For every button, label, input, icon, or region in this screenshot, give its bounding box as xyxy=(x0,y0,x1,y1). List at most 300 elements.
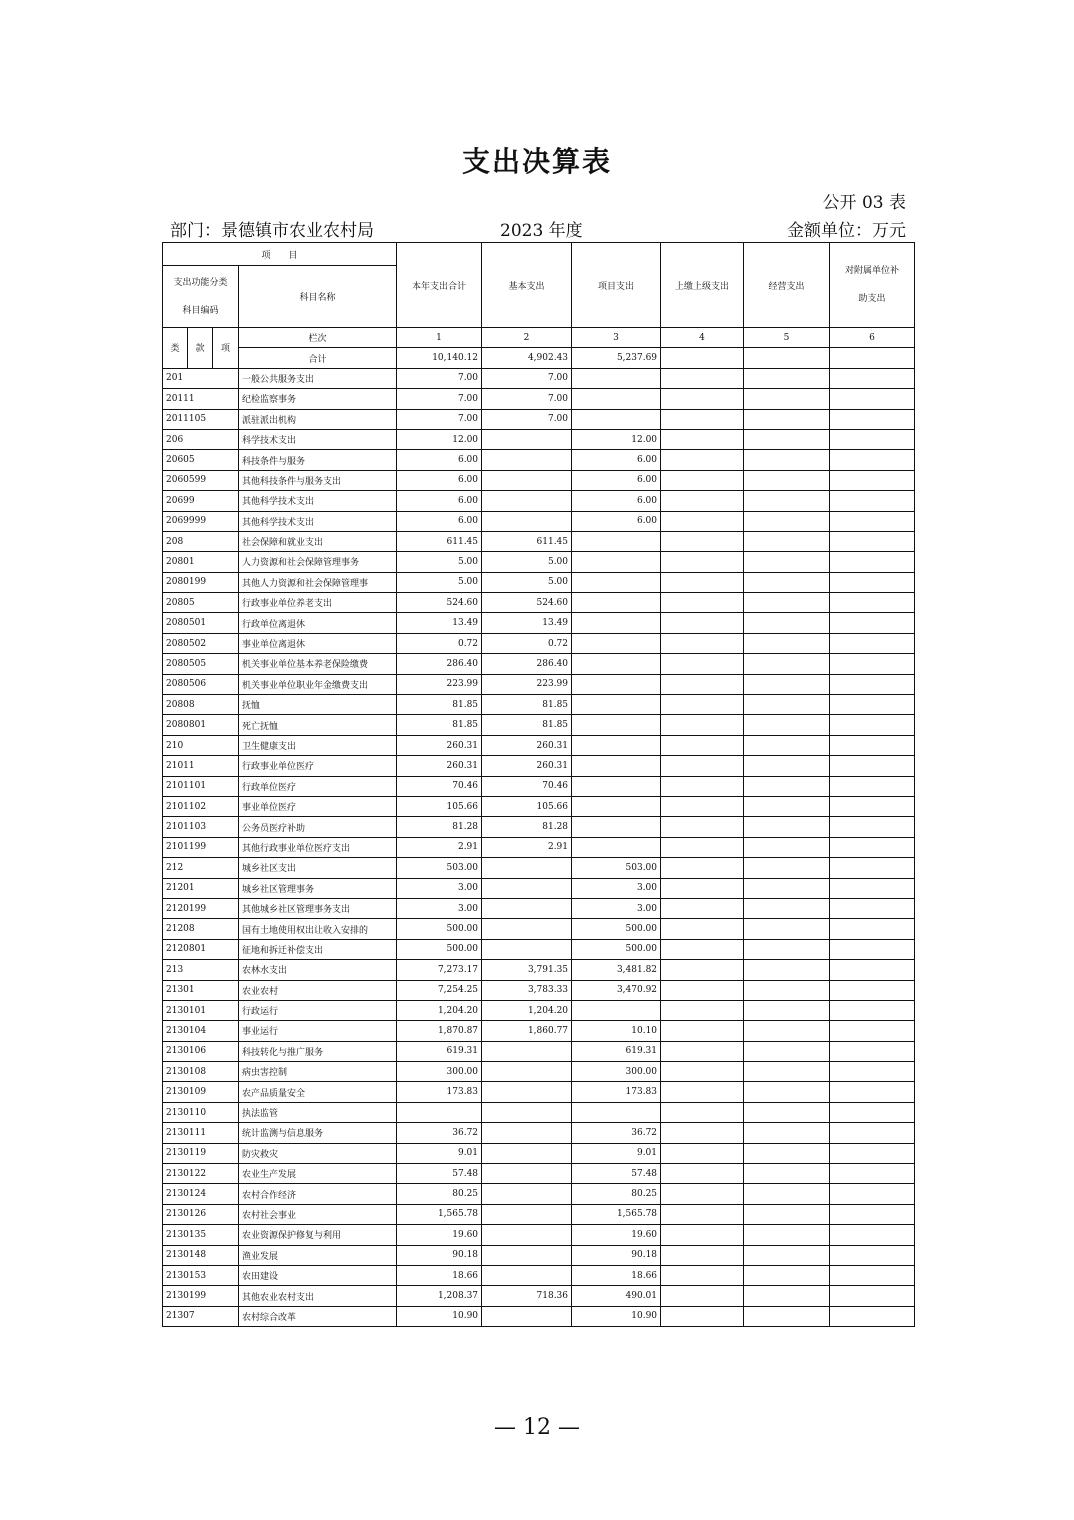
header-lanci: 栏次 xyxy=(239,328,397,348)
table-row xyxy=(163,429,915,449)
row-col5 xyxy=(744,1143,830,1163)
row-total: 81.85 xyxy=(397,695,482,715)
row-col5 xyxy=(744,674,830,694)
table-row xyxy=(163,898,915,918)
row-col6 xyxy=(830,552,915,572)
row-project: 173.83 xyxy=(572,1082,661,1102)
row-basic: 2.91 xyxy=(482,837,572,857)
row-col5 xyxy=(744,552,830,572)
row-code: 2101101 xyxy=(163,776,239,796)
row-total: 1,204.20 xyxy=(397,1000,482,1020)
table-row xyxy=(163,1286,915,1306)
row-basic xyxy=(482,491,572,511)
row-code: 2080199 xyxy=(163,572,239,592)
header-col3: 项目支出 xyxy=(572,243,661,328)
row-name: 人力资源和社会保障管理事务 xyxy=(239,552,397,572)
row-project: 619.31 xyxy=(572,1041,661,1061)
row-project xyxy=(572,389,661,409)
row-total: 57.48 xyxy=(397,1164,482,1184)
row-name: 执法监管 xyxy=(239,1102,397,1122)
row-basic xyxy=(482,511,572,531)
row-name: 其他科技条件与服务支出 xyxy=(239,470,397,490)
row-col5 xyxy=(744,1286,830,1306)
row-col5 xyxy=(744,1164,830,1184)
department-label: 部门：景德镇市农业农村局 xyxy=(170,221,374,241)
row-col6 xyxy=(830,776,915,796)
currency-unit-label: 金额单位：万元 xyxy=(787,221,906,241)
fiscal-year-label: 2023 年度 xyxy=(500,221,583,241)
row-code: 2130153 xyxy=(163,1265,239,1285)
row-total: 81.28 xyxy=(397,817,482,837)
row-basic xyxy=(482,919,572,939)
row-col6 xyxy=(830,368,915,388)
row-col4 xyxy=(661,756,744,776)
row-col5 xyxy=(744,1184,830,1204)
row-code: 20808 xyxy=(163,695,239,715)
row-col5 xyxy=(744,1245,830,1265)
row-project xyxy=(572,796,661,816)
row-project xyxy=(572,531,661,551)
row-col4 xyxy=(661,613,744,633)
row-code: 21201 xyxy=(163,878,239,898)
row-col5 xyxy=(744,470,830,490)
row-col6 xyxy=(830,960,915,980)
row-basic xyxy=(482,1184,572,1204)
table-row xyxy=(163,1102,915,1122)
row-col6 xyxy=(830,1021,915,1041)
table-row xyxy=(163,878,915,898)
row-col6 xyxy=(830,878,915,898)
row-col4 xyxy=(661,511,744,531)
row-project: 19.60 xyxy=(572,1225,661,1245)
row-basic xyxy=(482,1041,572,1061)
row-col4 xyxy=(661,919,744,939)
row-total: 3.00 xyxy=(397,878,482,898)
table-row xyxy=(163,389,915,409)
row-basic: 611.45 xyxy=(482,531,572,551)
row-code: 20805 xyxy=(163,593,239,613)
row-col6 xyxy=(830,429,915,449)
row-total: 7.00 xyxy=(397,368,482,388)
row-col4 xyxy=(661,470,744,490)
row-code: 2130135 xyxy=(163,1225,239,1245)
row-project xyxy=(572,735,661,755)
row-col5 xyxy=(744,756,830,776)
row-total: 10.90 xyxy=(397,1306,482,1326)
row-total: 286.40 xyxy=(397,654,482,674)
row-basic xyxy=(482,1245,572,1265)
row-basic xyxy=(482,470,572,490)
row-total: 500.00 xyxy=(397,939,482,959)
row-name: 社会保障和就业支出 xyxy=(239,531,397,551)
row-name: 病虫害控制 xyxy=(239,1062,397,1082)
row-basic: 70.46 xyxy=(482,776,572,796)
row-col6 xyxy=(830,470,915,490)
row-code: 201 xyxy=(163,368,239,388)
row-total: 5.00 xyxy=(397,572,482,592)
row-project: 6.00 xyxy=(572,450,661,470)
row-col4 xyxy=(661,409,744,429)
row-name: 农田建设 xyxy=(239,1265,397,1285)
row-total: 6.00 xyxy=(397,491,482,511)
row-code: 2080505 xyxy=(163,654,239,674)
row-code: 2060599 xyxy=(163,470,239,490)
row-code: 20111 xyxy=(163,389,239,409)
total-row xyxy=(163,348,915,368)
row-col6 xyxy=(830,1143,915,1163)
table-row xyxy=(163,1082,915,1102)
row-basic xyxy=(482,1102,572,1122)
row-col6 xyxy=(830,389,915,409)
row-total: 6.00 xyxy=(397,450,482,470)
row-col6 xyxy=(830,633,915,653)
row-name: 渔业发展 xyxy=(239,1245,397,1265)
table-row xyxy=(163,613,915,633)
row-name: 统计监测与信息服务 xyxy=(239,1123,397,1143)
row-name: 城乡社区支出 xyxy=(239,858,397,878)
row-code: 2130119 xyxy=(163,1143,239,1163)
row-col5 xyxy=(744,491,830,511)
row-basic: 13.49 xyxy=(482,613,572,633)
row-col5 xyxy=(744,572,830,592)
row-col4 xyxy=(661,1041,744,1061)
row-col4 xyxy=(661,960,744,980)
row-col4 xyxy=(661,796,744,816)
row-col6 xyxy=(830,450,915,470)
row-total: 500.00 xyxy=(397,919,482,939)
lanci-5: 5 xyxy=(744,328,830,348)
row-col4 xyxy=(661,531,744,551)
row-col6 xyxy=(830,796,915,816)
row-col6 xyxy=(830,1123,915,1143)
row-name: 国有土地使用权出让收入安排的 xyxy=(239,919,397,939)
row-code: 21208 xyxy=(163,919,239,939)
row-total: 13.49 xyxy=(397,613,482,633)
row-col4 xyxy=(661,429,744,449)
header-col5: 经营支出 xyxy=(744,243,830,328)
row-name: 农产品质量安全 xyxy=(239,1082,397,1102)
row-project xyxy=(572,613,661,633)
row-total: 1,565.78 xyxy=(397,1204,482,1224)
table-row xyxy=(163,674,915,694)
row-basic xyxy=(482,1204,572,1224)
row-col6 xyxy=(830,980,915,1000)
table-row xyxy=(163,796,915,816)
row-code: 2130124 xyxy=(163,1184,239,1204)
row-project: 57.48 xyxy=(572,1164,661,1184)
row-code: 20699 xyxy=(163,491,239,511)
row-basic: 81.85 xyxy=(482,715,572,735)
total-col3: 5,237.69 xyxy=(572,348,661,368)
header-xiang: 项 xyxy=(213,328,239,369)
table-row xyxy=(163,572,915,592)
table-row xyxy=(163,633,915,653)
row-col4 xyxy=(661,1286,744,1306)
row-col6 xyxy=(830,1082,915,1102)
row-project xyxy=(572,1102,661,1122)
table-row xyxy=(163,593,915,613)
table-row xyxy=(163,980,915,1000)
row-col4 xyxy=(661,858,744,878)
table-row xyxy=(163,491,915,511)
row-project xyxy=(572,593,661,613)
row-col5 xyxy=(744,531,830,551)
row-name: 一般公共服务支出 xyxy=(239,368,397,388)
row-code: 2130111 xyxy=(163,1123,239,1143)
row-col4 xyxy=(661,552,744,572)
row-code: 2130126 xyxy=(163,1204,239,1224)
row-col6 xyxy=(830,1286,915,1306)
row-basic xyxy=(482,939,572,959)
row-code: 2130108 xyxy=(163,1062,239,1082)
row-col5 xyxy=(744,939,830,959)
row-col6 xyxy=(830,613,915,633)
row-code: 2130110 xyxy=(163,1102,239,1122)
row-col6 xyxy=(830,939,915,959)
row-project: 500.00 xyxy=(572,939,661,959)
row-project: 80.25 xyxy=(572,1184,661,1204)
row-project: 6.00 xyxy=(572,511,661,531)
total-label: 合计 xyxy=(239,348,397,368)
row-total: 9.01 xyxy=(397,1143,482,1163)
row-total: 80.25 xyxy=(397,1184,482,1204)
row-total: 260.31 xyxy=(397,756,482,776)
row-code: 210 xyxy=(163,735,239,755)
row-name: 农村综合改革 xyxy=(239,1306,397,1326)
row-name: 城乡社区管理事务 xyxy=(239,878,397,898)
lanci-3: 3 xyxy=(572,328,661,348)
header-lei: 类 xyxy=(163,328,188,369)
row-col4 xyxy=(661,633,744,653)
row-col4 xyxy=(661,1062,744,1082)
row-col6 xyxy=(830,1000,915,1020)
header-col1: 本年支出合计 xyxy=(397,243,482,328)
total-col2: 4,902.43 xyxy=(482,348,572,368)
row-col4 xyxy=(661,898,744,918)
header-category-code-line2: 科目编码 xyxy=(182,305,219,316)
row-name: 行政单位离退休 xyxy=(239,613,397,633)
row-project: 490.01 xyxy=(572,1286,661,1306)
row-total: 7,273.17 xyxy=(397,960,482,980)
row-project: 300.00 xyxy=(572,1062,661,1082)
row-col4 xyxy=(661,980,744,1000)
row-basic: 0.72 xyxy=(482,633,572,653)
expenditure-table xyxy=(162,242,915,1327)
row-col6 xyxy=(830,1164,915,1184)
row-col6 xyxy=(830,1225,915,1245)
row-col5 xyxy=(744,1204,830,1224)
row-total: 19.60 xyxy=(397,1225,482,1245)
row-basic xyxy=(482,1164,572,1184)
row-col4 xyxy=(661,1306,744,1326)
row-code: 2120801 xyxy=(163,939,239,959)
header-col6 xyxy=(830,243,915,328)
row-col4 xyxy=(661,1265,744,1285)
row-code: 2080506 xyxy=(163,674,239,694)
row-col5 xyxy=(744,980,830,1000)
row-col4 xyxy=(661,654,744,674)
header-category-code xyxy=(163,266,239,328)
row-code: 2101199 xyxy=(163,837,239,857)
row-basic xyxy=(482,898,572,918)
row-code: 20605 xyxy=(163,450,239,470)
row-project xyxy=(572,756,661,776)
row-basic: 7.00 xyxy=(482,368,572,388)
row-basic: 81.85 xyxy=(482,695,572,715)
row-name: 其他行政事业单位医疗支出 xyxy=(239,837,397,857)
row-col5 xyxy=(744,593,830,613)
row-project: 10.90 xyxy=(572,1306,661,1326)
table-row xyxy=(163,776,915,796)
row-col5 xyxy=(744,429,830,449)
row-col5 xyxy=(744,695,830,715)
row-basic: 223.99 xyxy=(482,674,572,694)
row-name: 农村社会事业 xyxy=(239,1204,397,1224)
table-row xyxy=(163,695,915,715)
row-col4 xyxy=(661,776,744,796)
row-col6 xyxy=(830,1062,915,1082)
row-total: 611.45 xyxy=(397,531,482,551)
row-name: 派驻派出机构 xyxy=(239,409,397,429)
row-col4 xyxy=(661,1123,744,1143)
row-basic: 3,791.35 xyxy=(482,960,572,980)
table-row xyxy=(163,1143,915,1163)
row-col6 xyxy=(830,858,915,878)
row-code: 206 xyxy=(163,429,239,449)
document-meta xyxy=(170,216,906,240)
row-code: 20801 xyxy=(163,552,239,572)
row-project: 3,470.92 xyxy=(572,980,661,1000)
row-col5 xyxy=(744,1102,830,1122)
table-row xyxy=(163,1265,915,1285)
row-col4 xyxy=(661,1184,744,1204)
row-total: 5.00 xyxy=(397,552,482,572)
row-code: 2069999 xyxy=(163,511,239,531)
row-name: 事业单位医疗 xyxy=(239,796,397,816)
row-col6 xyxy=(830,511,915,531)
row-col4 xyxy=(661,389,744,409)
row-col4 xyxy=(661,939,744,959)
table-row xyxy=(163,470,915,490)
row-total: 12.00 xyxy=(397,429,482,449)
row-project: 3.00 xyxy=(572,878,661,898)
row-col5 xyxy=(744,1021,830,1041)
row-col5 xyxy=(744,960,830,980)
row-name: 科技转化与推广服务 xyxy=(239,1041,397,1061)
total-col4 xyxy=(661,348,744,368)
table-row xyxy=(163,1204,915,1224)
row-project xyxy=(572,776,661,796)
row-total: 70.46 xyxy=(397,776,482,796)
row-code: 2130104 xyxy=(163,1021,239,1041)
row-project xyxy=(572,633,661,653)
row-basic: 7.00 xyxy=(482,409,572,429)
row-col6 xyxy=(830,1204,915,1224)
row-col5 xyxy=(744,1306,830,1326)
row-name: 纪检监察事务 xyxy=(239,389,397,409)
row-col5 xyxy=(744,633,830,653)
row-col5 xyxy=(744,613,830,633)
row-col4 xyxy=(661,1082,744,1102)
row-code: 2080501 xyxy=(163,613,239,633)
row-code: 2130199 xyxy=(163,1286,239,1306)
row-code: 208 xyxy=(163,531,239,551)
row-name: 防灾救灾 xyxy=(239,1143,397,1163)
row-project xyxy=(572,552,661,572)
row-project: 503.00 xyxy=(572,858,661,878)
total-col1: 10,140.12 xyxy=(397,348,482,368)
row-col4 xyxy=(661,1204,744,1224)
total-col6 xyxy=(830,348,915,368)
row-total: 1,208.37 xyxy=(397,1286,482,1306)
lanci-1: 1 xyxy=(397,328,482,348)
row-code: 2130148 xyxy=(163,1245,239,1265)
table-row xyxy=(163,531,915,551)
row-basic xyxy=(482,1306,572,1326)
row-col6 xyxy=(830,756,915,776)
header-col6-line2: 助支出 xyxy=(858,294,886,304)
row-basic: 81.28 xyxy=(482,817,572,837)
row-basic: 5.00 xyxy=(482,552,572,572)
row-total: 0.72 xyxy=(397,633,482,653)
row-basic xyxy=(482,429,572,449)
row-project: 36.72 xyxy=(572,1123,661,1143)
row-col6 xyxy=(830,1102,915,1122)
row-code: 2130106 xyxy=(163,1041,239,1061)
table-row xyxy=(163,837,915,857)
table-row xyxy=(163,1123,915,1143)
table-row xyxy=(163,1000,915,1020)
row-total: 260.31 xyxy=(397,735,482,755)
row-col4 xyxy=(661,735,744,755)
table-row xyxy=(163,1164,915,1184)
row-total: 7,254.25 xyxy=(397,980,482,1000)
row-col6 xyxy=(830,1041,915,1061)
row-col4 xyxy=(661,878,744,898)
row-total: 90.18 xyxy=(397,1245,482,1265)
row-col6 xyxy=(830,409,915,429)
row-basic xyxy=(482,450,572,470)
row-col6 xyxy=(830,1184,915,1204)
row-basic: 286.40 xyxy=(482,654,572,674)
row-col4 xyxy=(661,593,744,613)
row-name: 机关事业单位基本养老保险缴费 xyxy=(239,654,397,674)
row-col4 xyxy=(661,1143,744,1163)
row-col4 xyxy=(661,491,744,511)
row-code: 2101103 xyxy=(163,817,239,837)
row-col4 xyxy=(661,572,744,592)
row-col5 xyxy=(744,1082,830,1102)
row-code: 2080502 xyxy=(163,633,239,653)
row-name: 农林水支出 xyxy=(239,960,397,980)
row-total: 300.00 xyxy=(397,1062,482,1082)
row-basic: 260.31 xyxy=(482,735,572,755)
row-col5 xyxy=(744,654,830,674)
row-col5 xyxy=(744,450,830,470)
row-basic xyxy=(482,1062,572,1082)
row-total: 173.83 xyxy=(397,1082,482,1102)
row-project xyxy=(572,1000,661,1020)
row-project: 3.00 xyxy=(572,898,661,918)
row-project xyxy=(572,695,661,715)
row-code: 2011105 xyxy=(163,409,239,429)
row-name: 其他农业农村支出 xyxy=(239,1286,397,1306)
row-name: 农业农村 xyxy=(239,980,397,1000)
row-col4 xyxy=(661,695,744,715)
row-code: 2130109 xyxy=(163,1082,239,1102)
header-subject-name: 科目名称 xyxy=(239,266,397,328)
row-project xyxy=(572,674,661,694)
